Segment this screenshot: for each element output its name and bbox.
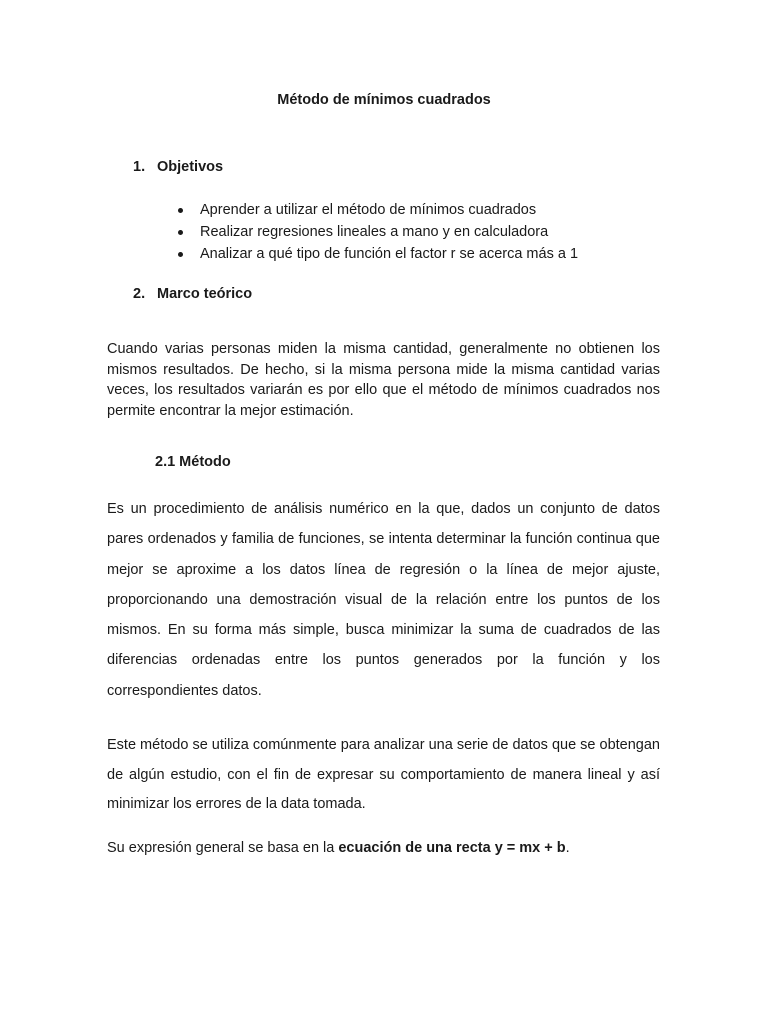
list-item — [176, 199, 578, 221]
section-1-title: Objetivos — [157, 159, 224, 175]
bullet-icon — [178, 208, 183, 213]
document-title: Método de mínimos cuadrados — [277, 92, 491, 108]
section-1-number: 1. — [133, 159, 146, 175]
section-2-number: 2. — [133, 286, 146, 302]
section-2-heading — [133, 286, 252, 302]
bullet-icon — [178, 252, 183, 257]
list-item — [176, 243, 578, 265]
expression-prefix: Su expresión general se basa en la — [107, 840, 339, 856]
subsection-heading: 2.1 Método — [155, 454, 231, 470]
list-item — [176, 221, 578, 243]
bullet-icon — [178, 230, 183, 235]
objective-text: Analizar a qué tipo de función el factor r se acerca más a 1 — [200, 246, 579, 262]
section-1-heading — [133, 159, 223, 175]
method-paragraph-2: Este método se utiliza comúnmente para analizar una serie de datos que se obtengan de algún estudio, con el fin de expresar su comportamiento de manera lineal y así minimizar los errores de la data tomada. — [107, 737, 660, 812]
section-2-title: Marco teórico — [157, 286, 253, 302]
method-paragraph-1: Es un procedimiento de análisis numérico en la que, dados un conjunto de datos pares ordenados y familia de funciones, se intenta determinar la función continua que mejor se aproxime a los datos línea de regresión o la línea de mejor ajuste, proporcionando una demostración visual de la relación entre los puntos de los mismos. En su forma más simple, busca minimizar la suma de cuadrados de las diferencias ordenadas entre los puntos generados por la función y los correspondientes datos. — [107, 501, 660, 699]
method-paragraph-3 — [107, 836, 660, 860]
objective-text: Aprender a utilizar el método de mínimos cuadrados — [200, 202, 537, 218]
intro-paragraph: Cuando varias personas miden la misma cantidad, generalmente no obtienen los mismos resultados. De hecho, si la misma persona mide la misma cantidad varias veces, los resultados variarán es por ello que el método de mínimos cuadrados nos permite encontrar la mejor estimación. — [107, 341, 660, 419]
objectives-list — [176, 199, 578, 265]
expression-suffix: . — [565, 840, 570, 856]
line-equation: ecuación de una recta y = mx + b — [338, 840, 566, 856]
objective-text: Realizar regresiones lineales a mano y en calculadora — [200, 224, 549, 240]
